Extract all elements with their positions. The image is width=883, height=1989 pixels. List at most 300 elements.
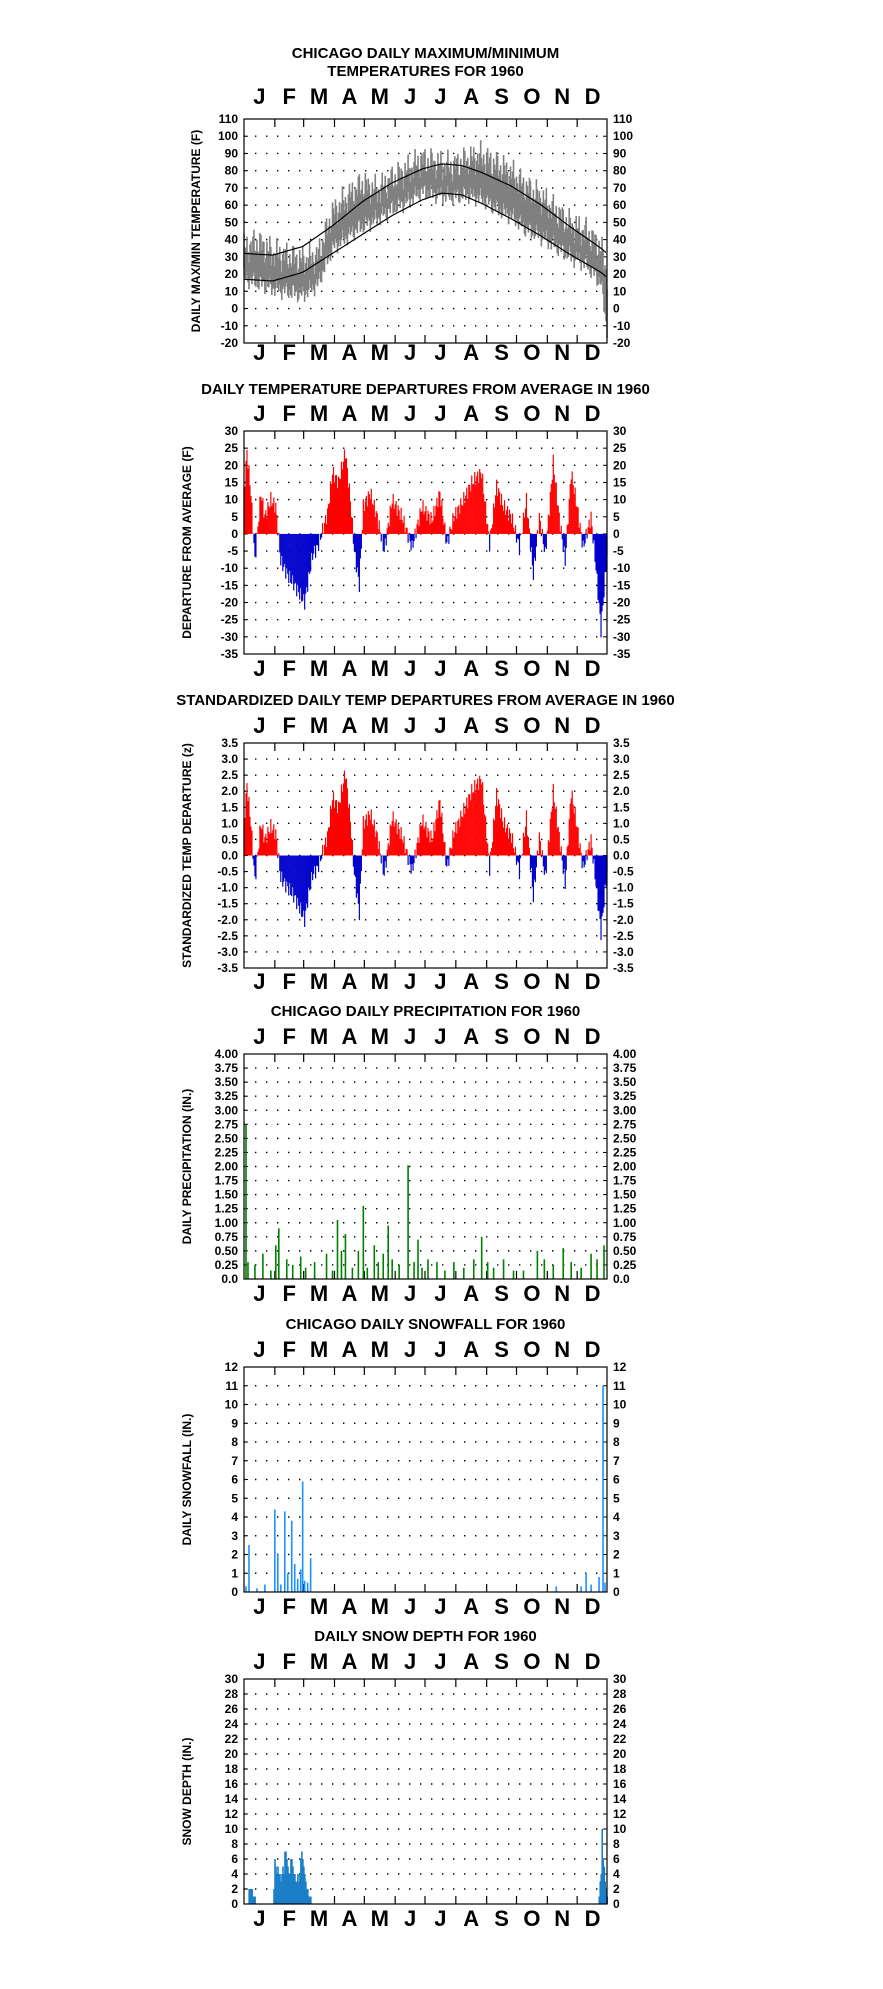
month-label-bottom: A xyxy=(463,656,480,681)
y-tick-label-left: 12 xyxy=(224,1807,238,1821)
precip-bar xyxy=(341,1251,343,1279)
snowfall-bar xyxy=(264,1585,266,1593)
y-tick-label-right: 3.50 xyxy=(613,1075,637,1090)
departure-bar-above xyxy=(352,840,353,856)
y-tick-label-right: 1 xyxy=(613,1566,620,1581)
precip-bar xyxy=(590,1254,592,1279)
month-label-bottom: M xyxy=(370,1281,389,1306)
departure-bar-above xyxy=(414,849,415,855)
month-label-bottom: J xyxy=(253,1594,266,1619)
snowfall-bar xyxy=(284,1511,286,1592)
month-label-top: A xyxy=(463,401,480,426)
departure-bar-above xyxy=(561,846,562,855)
month-label-bottom: S xyxy=(494,1594,509,1619)
y-tick-label-right: -20 xyxy=(613,336,631,350)
month-label-bottom: O xyxy=(523,1281,541,1306)
month-label-top: D xyxy=(584,713,601,738)
y-tick-label-right: -5 xyxy=(613,544,624,559)
y-tick-label-right: 0.75 xyxy=(613,1229,637,1244)
month-label-top: J xyxy=(403,713,417,738)
y-tick-label-left: 2.50 xyxy=(214,1131,238,1146)
snowfall-bar xyxy=(287,1573,289,1592)
month-label-bottom: M xyxy=(370,340,389,365)
y-tick-label-left: -1.5 xyxy=(217,896,238,911)
y-tick-label-right: 3.25 xyxy=(613,1089,637,1104)
y-tick-label-right: -20 xyxy=(613,595,631,610)
departure-bar-below xyxy=(546,534,547,549)
month-label-top: N xyxy=(554,1649,571,1674)
precip-bar xyxy=(481,1237,483,1279)
month-label-top: S xyxy=(494,1649,509,1674)
month-label-top: A xyxy=(463,1024,480,1049)
month-label-top: M xyxy=(309,401,329,426)
precip-bar xyxy=(275,1245,277,1279)
y-tick-label-left: 3.75 xyxy=(214,1061,238,1076)
month-label-top: J xyxy=(434,401,447,426)
departure-bar-above xyxy=(380,532,381,534)
departure-bar-below xyxy=(536,856,537,868)
y-tick-label-left: 0.50 xyxy=(214,1243,238,1258)
departure-bar-below xyxy=(585,534,586,543)
month-label-bottom: J xyxy=(434,1594,447,1619)
month-label-bottom: J xyxy=(403,1281,417,1306)
y-tick-label-right: 0.0 xyxy=(613,848,630,863)
y-axis-label: DAILY PRECIPITATION (IN.) xyxy=(180,1088,194,1245)
precip-bar xyxy=(552,1265,554,1279)
y-tick-label-left: 2.75 xyxy=(214,1117,238,1132)
y-tick-label-left: 1.50 xyxy=(214,1187,238,1202)
chart-standardized xyxy=(176,692,674,994)
month-label-top: N xyxy=(554,1337,571,1362)
y-tick-label-left: 24 xyxy=(224,1717,238,1731)
month-label-bottom: A xyxy=(341,340,358,365)
snowfall-bar xyxy=(304,1581,306,1592)
month-label-bottom: J xyxy=(253,1906,266,1931)
departure-bar-below xyxy=(277,534,278,535)
y-tick-label-right: 2.00 xyxy=(613,1159,637,1174)
precip-bar xyxy=(427,1259,429,1279)
month-label-top: J xyxy=(434,713,447,738)
month-label-bottom: J xyxy=(253,340,266,365)
y-tick-label-right: 2.5 xyxy=(613,768,630,783)
month-label-top: M xyxy=(370,84,389,109)
y-tick-label-right: 1.25 xyxy=(613,1201,637,1216)
y-tick-label-right: -2.0 xyxy=(613,912,634,927)
y-tick-label-left: 4 xyxy=(231,1510,238,1524)
precip-bar xyxy=(421,1268,423,1279)
y-tick-label-left: 50 xyxy=(224,215,238,230)
precip-bar xyxy=(305,1268,307,1279)
y-tick-label-right: 18 xyxy=(613,1762,627,1776)
departure-bar-below xyxy=(381,534,382,542)
snowfall-bar xyxy=(300,1570,302,1593)
month-label-top: O xyxy=(523,713,541,738)
departure-bar-above xyxy=(276,839,277,855)
y-tick-label-left: 3.00 xyxy=(214,1103,238,1118)
y-tick-label-right: 16 xyxy=(613,1777,627,1791)
month-label-bottom: A xyxy=(463,969,480,994)
month-label-top: M xyxy=(309,84,329,109)
departure-bar-above xyxy=(591,848,592,856)
month-label-bottom: J xyxy=(253,656,266,681)
departure-bar-above xyxy=(278,533,279,534)
departure-bar-below xyxy=(361,856,362,872)
departure-bar-above xyxy=(251,503,252,534)
y-tick-label-right: 8 xyxy=(613,1435,620,1449)
precip-bar xyxy=(513,1271,515,1279)
month-label-top: F xyxy=(282,1649,296,1674)
y-axis-label: DAILY MAX/MIN TEMPERATURE (F) xyxy=(189,129,203,333)
y-tick-label-left: 0.5 xyxy=(221,832,238,847)
y-tick-label-left: 2 xyxy=(231,1547,238,1562)
month-label-bottom: D xyxy=(584,340,601,365)
y-tick-label-left: 0 xyxy=(231,1897,238,1911)
precip-bar xyxy=(413,1262,415,1279)
y-tick-label-left: 20 xyxy=(224,458,238,473)
month-label-top: J xyxy=(434,1337,447,1362)
month-label-bottom: O xyxy=(523,969,541,994)
chart-precip xyxy=(180,1003,637,1306)
departure-bar-above xyxy=(407,849,408,855)
y-tick-label-left: 3 xyxy=(231,1528,238,1543)
y-tick-label-right: -30 xyxy=(613,629,631,644)
month-label-bottom: J xyxy=(434,656,447,681)
snowfall-bar xyxy=(307,1583,309,1592)
precip-bar xyxy=(603,1245,605,1279)
y-axis-label: DAILY SNOWFALL (IN.) xyxy=(180,1413,194,1546)
departure-bar-above xyxy=(352,518,353,534)
departure-bar-above xyxy=(542,850,543,855)
departure-bar-below xyxy=(386,534,387,546)
y-tick-label-left: 0.25 xyxy=(214,1257,238,1272)
y-axis-label: DEPARTURE FROM AVERAGE (F) xyxy=(180,446,194,639)
snowfall-bar xyxy=(280,1585,282,1593)
month-label-bottom: O xyxy=(523,340,541,365)
y-tick-label-right: 3 xyxy=(613,1528,620,1543)
month-label-bottom: F xyxy=(282,1594,296,1619)
month-label-top: S xyxy=(494,84,509,109)
snowfall-bar xyxy=(310,1558,312,1592)
month-label-bottom: A xyxy=(463,1906,480,1931)
departure-bar-above xyxy=(540,521,541,534)
y-tick-label-right: 28 xyxy=(613,1687,627,1701)
month-label-bottom: O xyxy=(523,1906,541,1931)
departure-bar-above xyxy=(322,845,323,856)
precip-bar xyxy=(345,1234,347,1279)
departure-bar-above xyxy=(540,841,541,856)
month-label-top: M xyxy=(370,1024,389,1049)
y-tick-label-left: 40 xyxy=(224,232,238,247)
departure-bar-below xyxy=(256,856,257,857)
precip-bar xyxy=(580,1268,582,1279)
month-label-bottom: J xyxy=(434,1281,447,1306)
month-label-bottom: M xyxy=(309,340,329,365)
y-tick-label-right: 7 xyxy=(613,1453,620,1468)
month-label-bottom: J xyxy=(253,969,266,994)
y-tick-label-left: 2.25 xyxy=(214,1145,238,1160)
month-label-bottom: D xyxy=(584,969,601,994)
y-tick-label-right: 50 xyxy=(613,215,627,230)
month-label-bottom: A xyxy=(341,1594,358,1619)
y-tick-label-left: 110 xyxy=(218,112,238,126)
month-label-top: O xyxy=(523,1649,541,1674)
precip-bar xyxy=(286,1259,288,1279)
departure-bar-above xyxy=(404,836,405,855)
month-label-bottom: J xyxy=(434,969,447,994)
y-tick-label-right: 20 xyxy=(613,267,627,282)
y-tick-label-right: 0.25 xyxy=(613,1257,637,1272)
month-label-bottom: A xyxy=(463,340,480,365)
month-label-bottom: J xyxy=(403,1906,417,1931)
month-label-bottom: A xyxy=(463,1281,480,1306)
month-label-top: D xyxy=(584,1337,601,1362)
y-tick-label-right: 11 xyxy=(613,1378,626,1393)
y-tick-label-right: -25 xyxy=(613,612,631,627)
departure-bar-above xyxy=(278,853,279,855)
departure-bar-below xyxy=(318,534,319,551)
chart-departures xyxy=(180,381,650,681)
y-tick-label-left: 30 xyxy=(224,424,238,438)
month-label-bottom: J xyxy=(434,340,447,365)
month-label-bottom: M xyxy=(309,1906,329,1931)
y-tick-label-right: 26 xyxy=(613,1702,627,1716)
precip-bar xyxy=(245,1124,247,1279)
snowfall-bar xyxy=(590,1585,592,1593)
y-tick-label-left: 25 xyxy=(224,441,238,456)
month-label-bottom: F xyxy=(282,969,296,994)
month-label-bottom: J xyxy=(403,1594,417,1619)
departure-bar-below xyxy=(386,856,387,868)
y-tick-label-left: 3.5 xyxy=(221,736,238,750)
departure-bar-below xyxy=(408,534,409,543)
departure-bar-below xyxy=(541,534,542,536)
y-tick-label-left: 12 xyxy=(224,1360,238,1374)
y-tick-label-right: 12 xyxy=(613,1360,627,1374)
departure-bar-above xyxy=(586,850,587,855)
month-label-top: M xyxy=(309,1024,329,1049)
y-tick-label-left: 7 xyxy=(231,1453,238,1468)
precip-bar xyxy=(493,1268,495,1279)
departure-bar-above xyxy=(542,529,543,534)
precip-bar xyxy=(352,1268,354,1279)
departure-bar-above xyxy=(276,515,277,534)
month-label-top: J xyxy=(253,401,266,426)
month-label-top: M xyxy=(370,1649,389,1674)
y-tick-label-left: -35 xyxy=(220,647,238,661)
month-label-top: F xyxy=(282,1024,296,1049)
month-label-bottom: M xyxy=(309,656,329,681)
chart-title: DAILY SNOW DEPTH FOR 1960 xyxy=(314,1628,537,1645)
month-label-top: M xyxy=(309,1649,329,1674)
departure-bar-below xyxy=(519,856,520,880)
month-label-top: A xyxy=(463,1337,480,1362)
y-tick-label-right: 0 xyxy=(613,526,620,541)
departure-bar-below xyxy=(318,856,319,873)
departure-bar-above xyxy=(515,847,516,856)
y-tick-label-left: 1.0 xyxy=(221,816,238,831)
snowfall-bar xyxy=(602,1386,604,1592)
y-tick-label-right: 1.75 xyxy=(613,1173,637,1188)
plot-frame xyxy=(244,1679,607,1904)
y-tick-label-right: 4 xyxy=(613,1510,620,1524)
y-tick-label-right: -3.5 xyxy=(613,961,634,975)
y-tick-label-left: 11 xyxy=(225,1378,238,1393)
precip-bar xyxy=(544,1259,546,1279)
y-tick-label-right: 2.0 xyxy=(613,784,630,799)
y-axis-label: SNOW DEPTH (IN.) xyxy=(180,1737,194,1846)
y-tick-label-right: -35 xyxy=(613,647,631,661)
month-label-bottom: A xyxy=(341,656,358,681)
precip-bar xyxy=(391,1259,393,1279)
y-tick-label-right: 30 xyxy=(613,249,627,264)
y-tick-label-left: 1.5 xyxy=(221,800,238,815)
month-label-top: O xyxy=(523,401,541,426)
chart-title: CHICAGO DAILY SNOWFALL FOR 1960 xyxy=(285,1316,566,1333)
y-tick-label-left: -3.0 xyxy=(217,944,238,959)
month-label-top: O xyxy=(523,84,541,109)
y-tick-label-right: 0.50 xyxy=(613,1243,637,1258)
y-tick-label-left: -2.0 xyxy=(217,912,238,927)
snowfall-bar xyxy=(245,1586,247,1592)
month-label-top: A xyxy=(341,713,358,738)
y-tick-label-right: 22 xyxy=(613,1732,627,1746)
y-tick-label-left: -20 xyxy=(220,595,238,610)
precip-bar xyxy=(373,1245,375,1279)
precip-bar xyxy=(562,1248,564,1279)
y-tick-label-right: 24 xyxy=(613,1717,627,1731)
y-tick-label-right: -15 xyxy=(613,578,631,593)
y-tick-label-left: 1.25 xyxy=(214,1201,238,1216)
departure-bar-below xyxy=(321,856,322,860)
y-tick-label-right: -0.5 xyxy=(613,864,634,879)
y-tick-label-left: 30 xyxy=(224,249,238,264)
snowfall-bar xyxy=(277,1555,279,1593)
month-label-top: M xyxy=(370,713,389,738)
y-tick-label-right: 3.0 xyxy=(613,752,630,767)
precip-bar xyxy=(523,1271,525,1279)
month-label-bottom: M xyxy=(370,1906,389,1931)
precip-bar xyxy=(417,1240,419,1279)
y-tick-label-right: -10 xyxy=(613,318,631,333)
snow-depth-bar xyxy=(310,1897,312,1905)
precip-bar xyxy=(254,1265,256,1279)
precip-bar xyxy=(436,1262,438,1279)
month-label-bottom: O xyxy=(523,1594,541,1619)
departure-bar-below xyxy=(566,534,567,548)
precip-bar xyxy=(332,1271,334,1279)
snowfall-bar xyxy=(580,1586,582,1592)
y-tick-label-right: 2.50 xyxy=(613,1131,637,1146)
precip-bar xyxy=(444,1271,446,1279)
month-label-top: M xyxy=(370,1337,389,1362)
month-label-top: S xyxy=(494,1337,509,1362)
month-label-top: N xyxy=(554,84,571,109)
departure-bar-below xyxy=(321,534,322,538)
y-tick-label-right: 3.5 xyxy=(613,736,630,750)
y-tick-label-right: 10 xyxy=(613,1397,627,1412)
departure-bar-below xyxy=(408,856,409,866)
month-label-bottom: D xyxy=(584,1281,601,1306)
y-tick-label-right: 100 xyxy=(613,129,634,144)
departure-bar-above xyxy=(591,526,592,534)
month-label-top: M xyxy=(370,401,389,426)
y-tick-label-right: 10 xyxy=(613,284,627,299)
y-tick-label-right: 2 xyxy=(613,1547,620,1562)
y-tick-label-right: 8 xyxy=(613,1837,620,1851)
y-tick-label-left: 16 xyxy=(224,1777,238,1791)
departure-bar-below xyxy=(587,534,588,539)
month-label-bottom: J xyxy=(403,969,417,994)
month-label-bottom: M xyxy=(309,1281,329,1306)
month-label-bottom: S xyxy=(494,969,509,994)
departure-bar-above xyxy=(380,853,381,855)
y-tick-label-left: 8 xyxy=(231,1435,238,1449)
precip-bar xyxy=(278,1228,280,1279)
month-label-bottom: F xyxy=(282,1281,296,1306)
y-tick-label-left: 1.75 xyxy=(214,1173,238,1188)
precip-bar xyxy=(326,1254,328,1279)
y-tick-label-left: -1.0 xyxy=(217,880,238,895)
y-tick-label-right: 0 xyxy=(613,1897,620,1911)
chart-snowfall xyxy=(180,1316,627,1619)
month-label-top: O xyxy=(523,1024,541,1049)
month-label-top: D xyxy=(584,1024,601,1049)
y-tick-label-left: 10 xyxy=(224,1822,238,1836)
month-label-bottom: M xyxy=(370,969,389,994)
month-label-bottom: A xyxy=(341,969,358,994)
departure-bar-below xyxy=(277,856,278,859)
y-tick-label-left: 3.50 xyxy=(214,1075,238,1090)
departure-bar-above xyxy=(444,842,445,856)
month-label-top: J xyxy=(253,1337,266,1362)
month-label-top: D xyxy=(584,84,601,109)
y-tick-label-left: 10 xyxy=(224,1397,238,1412)
month-label-top: N xyxy=(554,1024,571,1049)
y-tick-label-left: 2.5 xyxy=(221,768,238,783)
precip-bar xyxy=(262,1254,264,1279)
chart-snowdepth xyxy=(180,1628,627,1931)
month-label-bottom: D xyxy=(584,656,601,681)
y-tick-label-left: 0.75 xyxy=(214,1229,238,1244)
y-tick-label-right: 6 xyxy=(613,1472,620,1487)
y-tick-label-right: -10 xyxy=(613,561,631,576)
y-tick-label-right: -2.5 xyxy=(613,928,634,943)
precip-bar xyxy=(382,1254,384,1279)
y-tick-label-right: 2 xyxy=(613,1882,620,1896)
departure-bar-below xyxy=(448,534,449,544)
month-label-bottom: N xyxy=(554,1594,571,1619)
y-tick-label-left: 80 xyxy=(224,163,238,178)
departure-bar-below xyxy=(415,856,416,859)
precip-bar xyxy=(300,1257,302,1280)
month-label-bottom: D xyxy=(584,1594,601,1619)
y-tick-label-left: 0 xyxy=(231,1585,238,1599)
y-tick-label-right: 2.25 xyxy=(613,1145,637,1160)
precip-bar xyxy=(337,1220,339,1279)
departure-bar-below xyxy=(489,856,490,876)
departure-bar-below xyxy=(585,856,586,865)
departure-bar-above xyxy=(444,522,445,533)
month-label-bottom: M xyxy=(309,1594,329,1619)
y-tick-label-left: 2.0 xyxy=(221,784,238,799)
y-tick-label-right: 0 xyxy=(613,1585,620,1599)
month-label-top: A xyxy=(341,1649,358,1674)
precip-bar xyxy=(363,1206,365,1279)
y-tick-label-right: 9 xyxy=(613,1416,620,1431)
y-tick-label-left: 20 xyxy=(224,1747,238,1761)
y-tick-label-left: 1 xyxy=(231,1566,238,1581)
departure-bar-above xyxy=(537,530,538,534)
